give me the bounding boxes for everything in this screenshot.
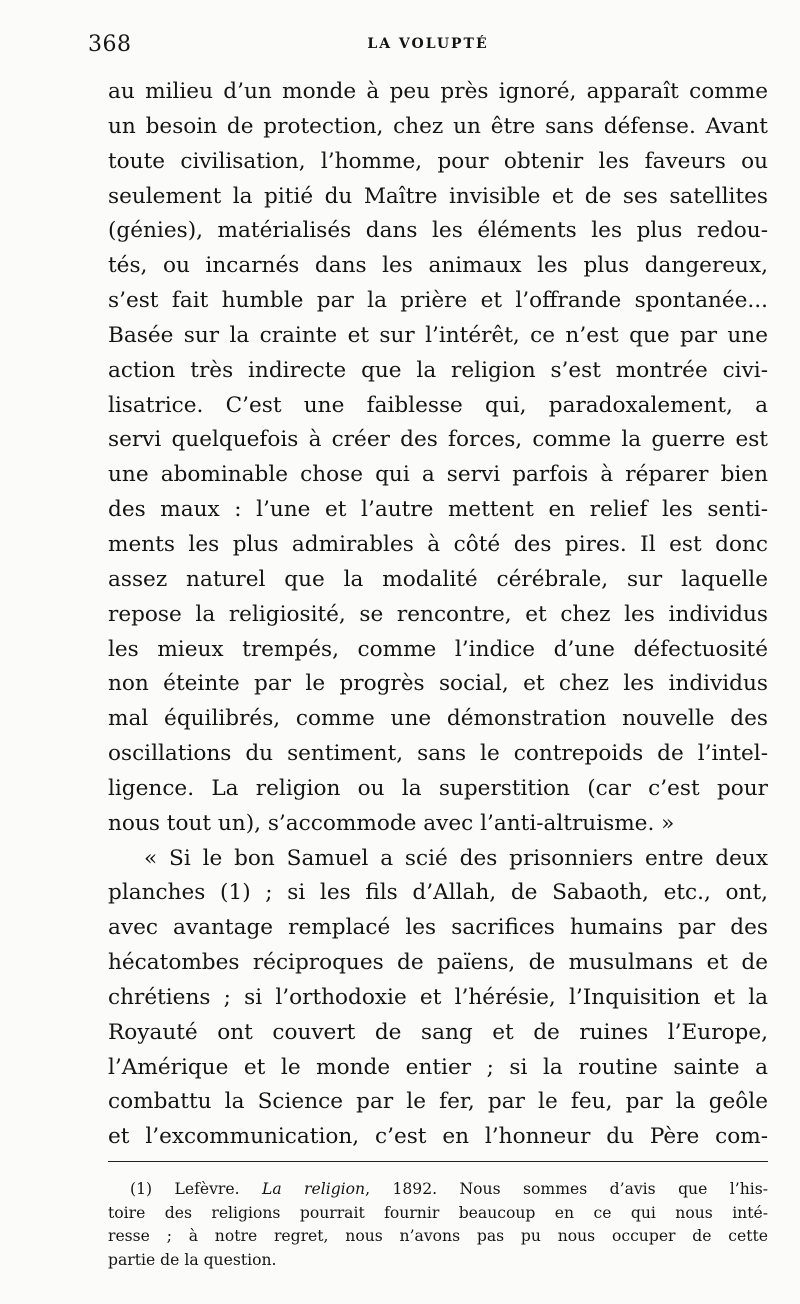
text-line: les mieux trempés, comme l’indice d’une défectuosité: [108, 636, 768, 662]
text-line: avec avantage remplacé les sacrifices humains par des: [108, 915, 768, 941]
footnote: [108, 1178, 768, 1272]
text-line: seulement la pitié du Maître invisible et de ses satellites: [108, 183, 768, 209]
page-header: [88, 32, 768, 62]
text-line: toute civilisation, l’homme, pour obtenir les faveurs ou: [108, 148, 768, 174]
text-line: tés, ou incarnés dans les animaux les plus dangereux,: [108, 253, 768, 279]
text-line: action très indirecte que la religion s’est montrée civi-: [108, 357, 768, 383]
footnote-line: toire des religions pourrait fournir beaucoup en ce qui nous inté-: [108, 1203, 768, 1222]
text-line: ligence. La religion ou la superstition (car c’est pour: [108, 775, 768, 801]
running-title: LA VOLUPTÉ: [367, 36, 489, 52]
text-line: mal équilibrés, comme une démonstration nouvelle des: [108, 706, 768, 732]
text-line: s’est fait humble par la prière et l’offrande spontanée...: [108, 288, 768, 314]
footnote-cited-title: La religion: [261, 1180, 366, 1198]
text-line: un besoin de protection, chez un être sans défense. Avant: [108, 113, 768, 139]
text-line: servi quelquefois à créer des forces, comme la guerre est: [108, 427, 768, 453]
footnote-line: [108, 1178, 768, 1202]
text-line: et l’excommunication, c’est en l’honneur du Père com-: [108, 1124, 768, 1150]
footnote-marker: (1) Lefèvre.: [130, 1180, 240, 1198]
text-line: hécatombes réciproques de païens, de musulmans et de: [108, 950, 768, 976]
text-line: Basée sur la crainte et sur l’intérêt, ce n’est que par une: [108, 322, 768, 348]
page-number: 368: [88, 32, 132, 57]
text-line: l’Amérique et le monde entier ; si la routine sainte a: [108, 1054, 768, 1080]
footnote-line: resse ; à notre regret, nous n’avons pas pu nous occuper de cette: [108, 1227, 768, 1245]
text-line: assez naturel que la modalité cérébrale, sur laquelle: [108, 566, 768, 592]
text-line: une abominable chose qui a servi parfois à réparer bien: [108, 462, 768, 488]
text-line: des maux : l’une et l’autre mettent en relief les senti-: [108, 497, 768, 523]
text-line: ments les plus admirables à côté des pires. Il est donc: [108, 531, 768, 557]
text-line: non éteinte par le progrès social, et chez les individus: [108, 671, 768, 697]
text-line: planches (1) ; si les fils d’Allah, de Sabaoth, etc., ont,: [108, 880, 768, 906]
text-line: repose la religiosité, se rencontre, et chez les individus: [108, 601, 768, 627]
body-text: [108, 75, 768, 1155]
footnote-text: , 1892. Nous sommes d’avis que l’his-: [365, 1180, 768, 1198]
paragraph-last-line: nous tout un), s’accommode avec l’anti-altruisme. »: [108, 810, 675, 836]
text-line: au milieu d’un monde à peu près ignoré, apparaît comme: [108, 79, 768, 104]
text-line: oscillations du sentiment, sans le contrepoids de l’intel-: [108, 741, 768, 767]
text-line: (génies), matérialisés dans les éléments les plus redou-: [108, 218, 768, 244]
text-line: chrétiens ; si l’orthodoxie et l’hérésie, l’Inquisition et la: [108, 984, 768, 1010]
text-line: combattu la Science par le fer, par le feu, par la geôle: [108, 1089, 768, 1115]
footnote-divider: [108, 1161, 768, 1162]
text-line: Royauté ont couvert de sang et de ruines l’Europe,: [108, 1019, 768, 1045]
text-line: lisatrice. C’est une faiblesse qui, paradoxalement, a: [108, 392, 768, 418]
paragraph-first-line: « Si le bon Samuel a scié des prisonniers entre deux: [144, 845, 768, 871]
footnote-line: partie de la question.: [108, 1250, 277, 1269]
